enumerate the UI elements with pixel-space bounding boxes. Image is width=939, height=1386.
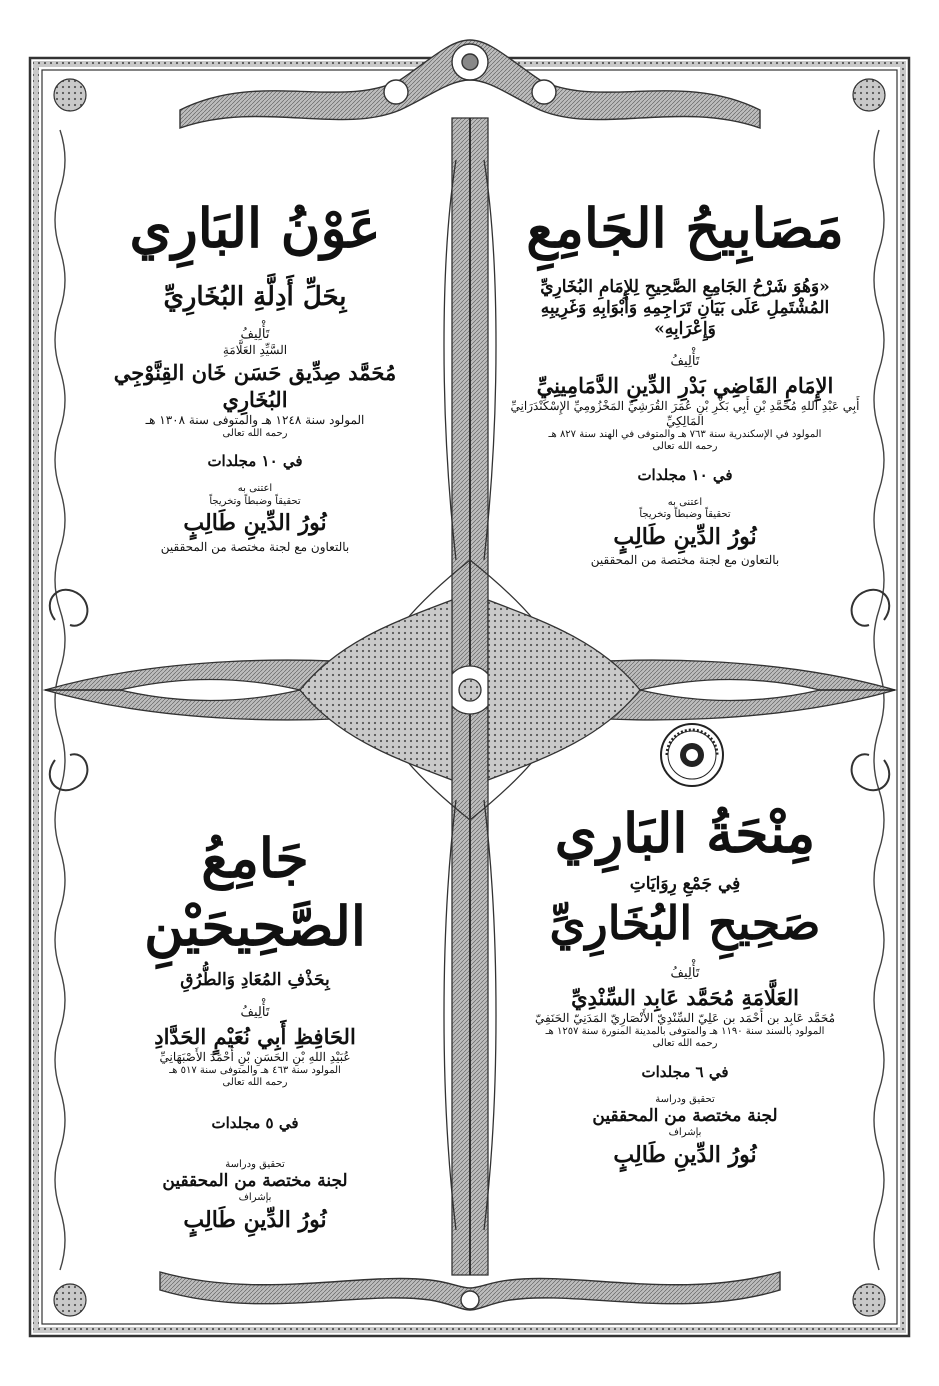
center-horizontal-band bbox=[45, 660, 895, 720]
seal-emblem bbox=[659, 722, 725, 788]
committee-note: بالتعاون مع لجنة مختصة من المحققين bbox=[160, 539, 350, 554]
author-dates: المولود سنة ٤٦٣ هـ والمتوفى سنة ٥١٧ هـ bbox=[169, 1064, 341, 1076]
top-crest bbox=[180, 40, 760, 128]
authored-by-label: تَأْلِيفُ bbox=[240, 327, 270, 342]
book-title: عَوْنُ البَارِي bbox=[129, 196, 381, 260]
book-subtitle: فِي جَمْعِ رِوَايَاتِ bbox=[629, 873, 741, 894]
supervision-label: بإشراف bbox=[238, 1192, 272, 1204]
supervision-label: بإشراف bbox=[668, 1127, 702, 1139]
edited-description: تحقيقاً وضبطاً وتخريجاً bbox=[639, 509, 731, 520]
volume-count: في ١٠ مجلدات bbox=[637, 465, 733, 484]
author-name: العَلَّامَةِ مُحَمَّد عَابِد السِّنْدِيِّ bbox=[571, 984, 799, 1010]
edited-label: اعتنى به bbox=[667, 496, 703, 508]
study-label: تحقيق ودراسة bbox=[225, 1158, 285, 1170]
committee-note: بالتعاون مع لجنة مختصة من المحققين bbox=[590, 553, 780, 567]
author-name: مُحَمَّد صِدِّيق حَسَن خَان القِنَّوْجِي البُخَارِي bbox=[113, 360, 397, 412]
committee-note: لجنة مختصة من المحققين bbox=[592, 1106, 778, 1126]
panel-bottom-left bbox=[90, 825, 420, 1236]
authored-by-label: تَأْلِيفُ bbox=[240, 1005, 270, 1021]
author-full-name: أَبِي عَبْدِ اللهِ مُحَمَّدِ بْنِ أَبِي بَكْرِ بْنِ عُمَرَ القُرَشِيِّ المَخْزُومِيِّ الإِسْكَنْدَرَانِيِّ المَالِكِيِّ bbox=[510, 398, 860, 428]
book-subtitle: «وَهُوَ شَرْحُ الجَامِعِ الصَّحِيحِ لِلإِمَامِ البُخَارِيِّ bbox=[540, 276, 830, 297]
authored-by-label: تَأْلِيفُ bbox=[670, 354, 700, 370]
mercy-note: رحمه الله تعالى bbox=[222, 427, 288, 439]
book-subtitle: بِحَلِّ أَدِلَّةِ البُخَارِيِّ bbox=[163, 281, 347, 312]
edited-description: تحقيقاً وضبطاً وتخريجاً bbox=[209, 495, 301, 507]
volume-count: في ٥ مجلدات bbox=[211, 1113, 299, 1132]
book-title: مَصَابِيحُ الجَامِعِ bbox=[526, 196, 844, 260]
study-label: تحقيق ودراسة bbox=[655, 1093, 715, 1105]
author-name: الحَافِظِ أَبِي نُعَيْمٍ الحَدَّادِ bbox=[154, 1023, 356, 1049]
author-name: الإِمَامِ القَاضِي بَدْرِ الدِّينِ الدَّمَامِينِيِّ bbox=[536, 372, 834, 398]
author-dates: المولود في الإسكندرية سنة ٧٦٣ هـ والمتوفى في الهند سنة ٨٢٧ هـ bbox=[548, 428, 822, 440]
author-dates: المولود بالسند سنة ١١٩٠ هـ والمتوفى بالمدينة المنورة سنة ١٢٥٧ هـ bbox=[545, 1025, 825, 1037]
author-dates: المولود سنة ١٢٤٨ هـ والمتوفى سنة ١٣٠٨ هـ bbox=[145, 412, 365, 427]
editor-signature: نُورُ الدِّينِ طَالِبٍ bbox=[183, 510, 327, 536]
panel-top-right bbox=[510, 195, 860, 568]
book-subtitle: بِحَذْفِ المُعَادِ وَالطُّرُقِ bbox=[180, 970, 330, 990]
mercy-note: رحمه الله تعالى bbox=[652, 1038, 718, 1050]
editor-signature: نُورُ الدِّينِ طَالِبٍ bbox=[613, 1141, 757, 1168]
author-full-name: مُحَمَّد عَابِد بن أَحْمَد بن عَلِيّ السِّنْدِيّ الأَنْصَارِيّ المَدَنِيّ الحَنَفِيّ bbox=[534, 1010, 836, 1025]
book-title: جَامِعُ الصَّحِيحَيْنِ bbox=[144, 826, 366, 958]
mercy-note: رحمه الله تعالى bbox=[652, 441, 718, 453]
authored-by-label: تَأْلِيفُ bbox=[670, 966, 700, 982]
mercy-note: رحمه الله تعالى bbox=[222, 1077, 288, 1089]
edited-label: اعتنى به bbox=[237, 483, 273, 494]
bottom-crest bbox=[160, 1272, 780, 1310]
author-honorific: السَّيِّدِ العَلَّامَةِ bbox=[222, 343, 288, 358]
panel-bottom-right bbox=[510, 800, 860, 1171]
author-full-name: عُبَيْدِ اللهِ بْنِ الحَسَنِ بْنِ أَحْمَدَ الأَصْبَهَانِيِّ bbox=[159, 1049, 351, 1064]
book-subtitle-continued: المُشْتَمِلِ عَلَى بَيَانِ تَرَاجِمِهِ وَأَبْوَابِهِ وَغَرِيبِهِ وَإِعْرَابِهِ» bbox=[540, 297, 830, 339]
book-title: مِنْحَةُ البَارِي bbox=[554, 801, 816, 865]
book-title-continued: صَحِيحِ البُخَارِيِّ bbox=[549, 895, 821, 950]
committee-note: لجنة مختصة من المحققين bbox=[162, 1171, 348, 1191]
editor-signature: نُورُ الدِّينِ طَالِبٍ bbox=[183, 1206, 327, 1233]
volume-count: في ٦ مجلدات bbox=[641, 1062, 729, 1081]
editor-signature: نُورُ الدِّينِ طَالِبٍ bbox=[613, 523, 757, 550]
panel-top-left bbox=[90, 195, 420, 555]
volume-count: في ١٠ مجلدات bbox=[207, 452, 303, 471]
